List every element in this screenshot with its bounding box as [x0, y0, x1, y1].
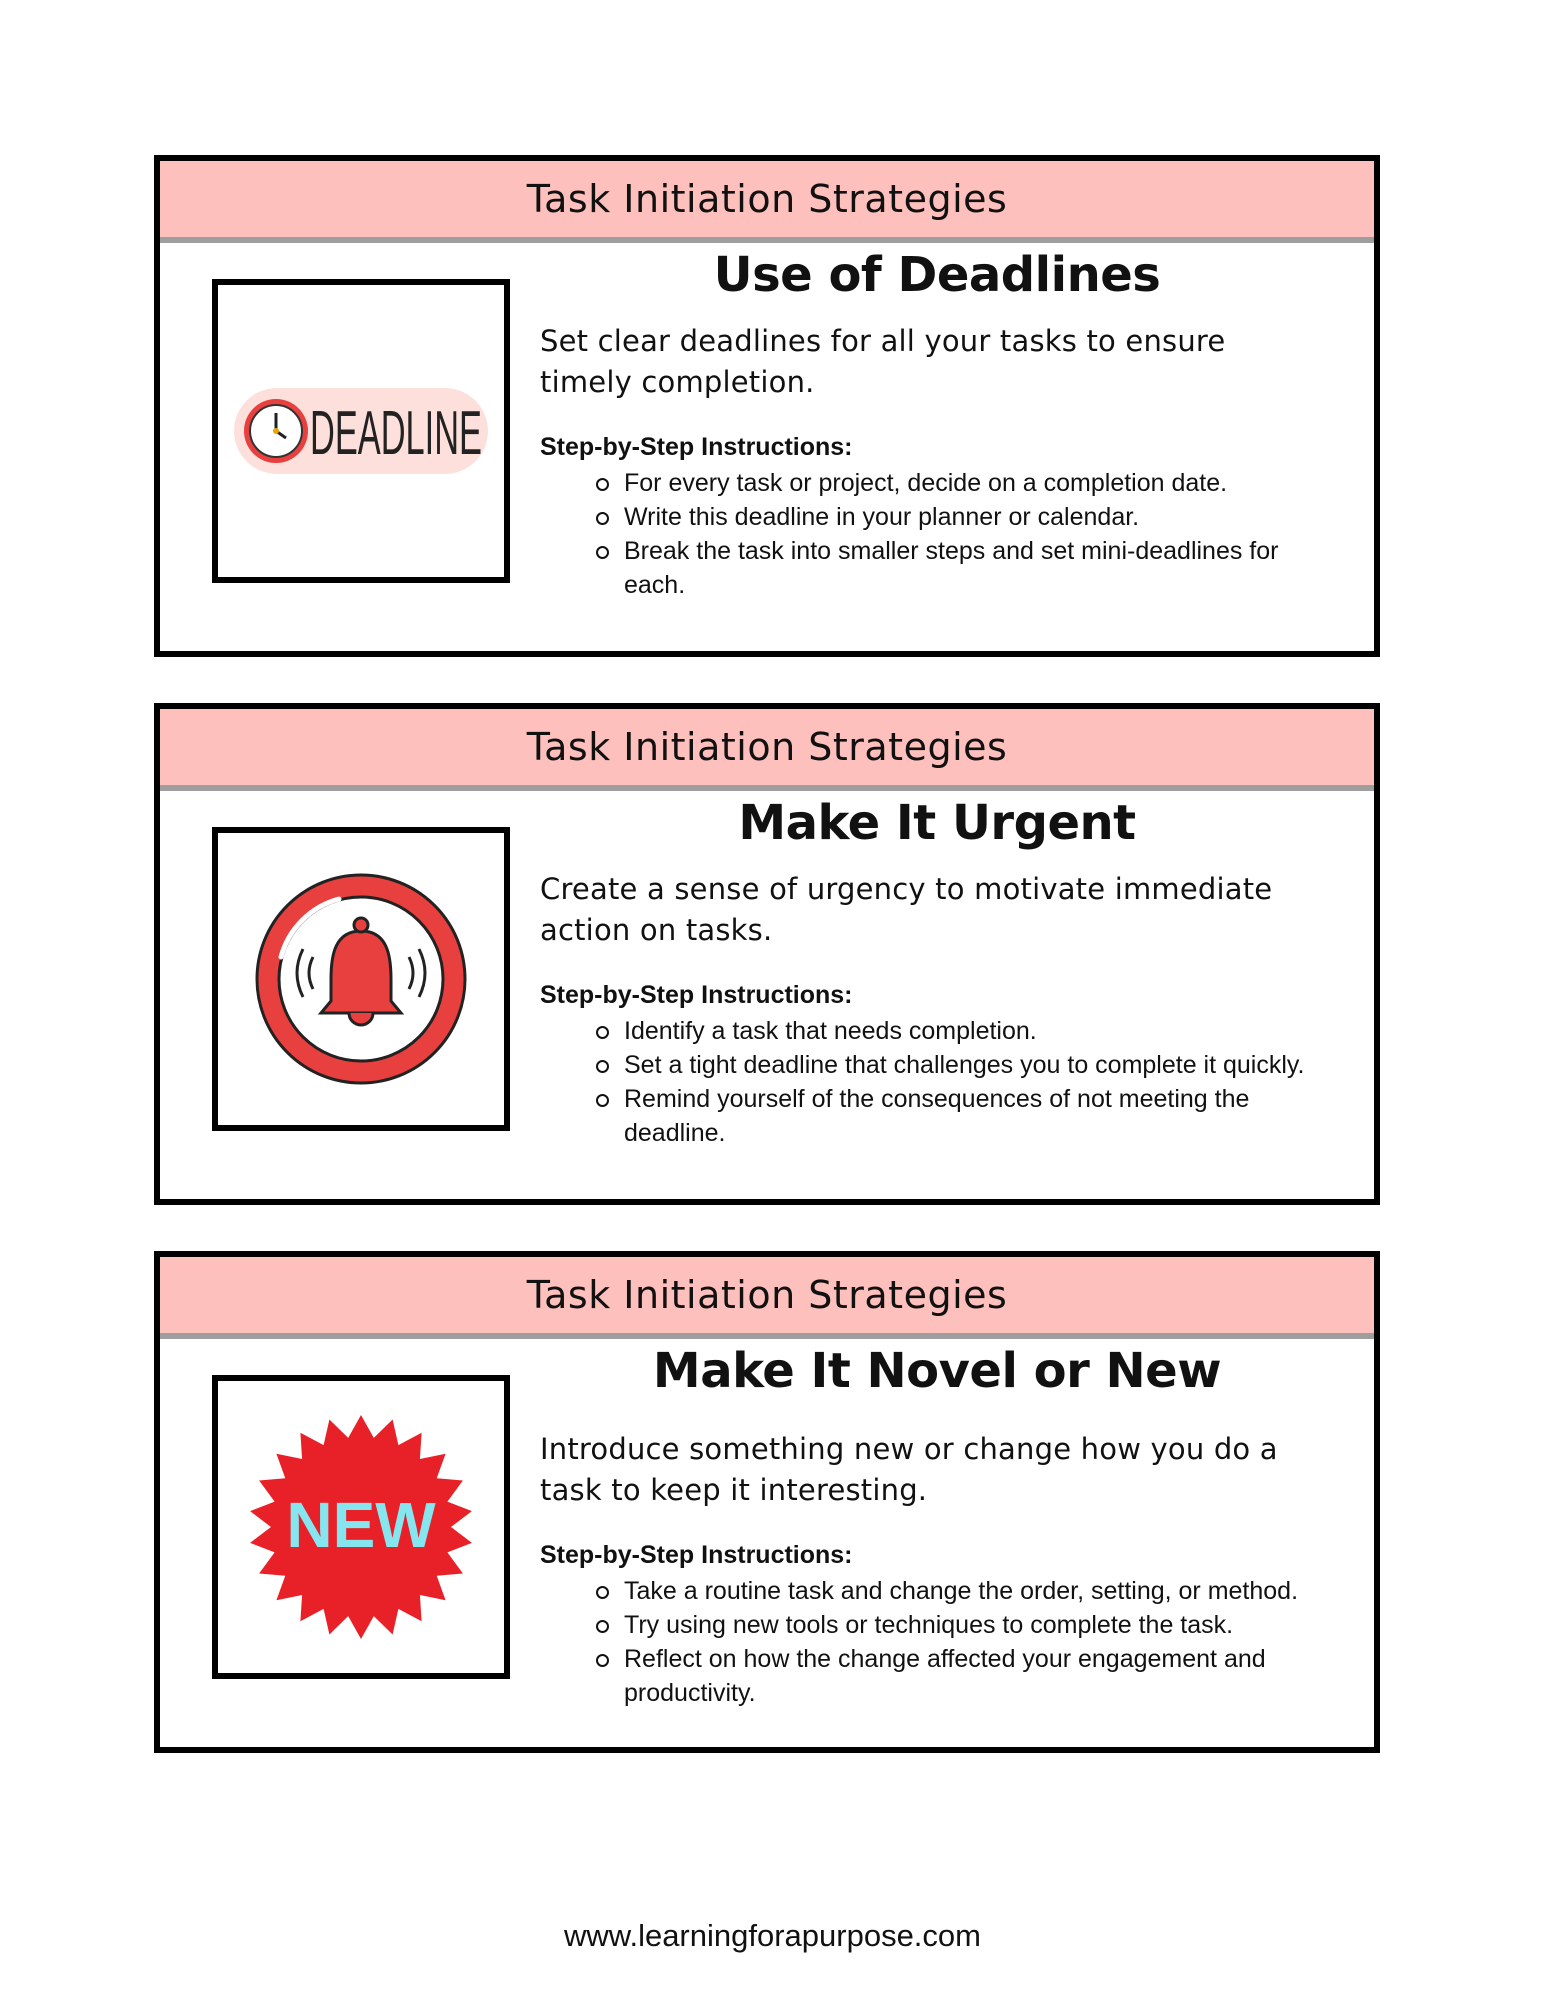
list-item: For every task or project, decide on a completion date. [596, 466, 1344, 500]
deadline-clock-icon [230, 376, 492, 486]
list-item: Remind yourself of the consequences of not meeting the deadline. [596, 1082, 1344, 1150]
list-item: Write this deadline in your planner or calendar. [596, 500, 1344, 534]
steps-list [540, 1014, 1334, 1150]
new-image [212, 1375, 510, 1679]
deadline-image [212, 279, 510, 583]
new-starburst-icon [241, 1407, 481, 1647]
new-image-text: NEW [286, 1489, 436, 1561]
card-description: Create a sense of urgency to motivate immediate action on tasks. [540, 872, 1273, 947]
bullet-icon [596, 546, 609, 559]
strategy-card-urgent [154, 703, 1380, 1205]
card-header: Task Initiation Strategies [160, 161, 1374, 243]
bullet-icon [596, 1620, 609, 1633]
bullet-icon [596, 1654, 609, 1667]
list-item: Identify a task that needs completion. [596, 1014, 1344, 1048]
steps-heading: Step-by-Step Instructions: [540, 433, 853, 461]
bullet-icon [596, 1094, 609, 1107]
footer-url[interactable]: www.learningforapurpose.com [564, 1918, 981, 1953]
bullet-icon [596, 1586, 609, 1599]
list-item: Try using new tools or techniques to complete the task. [596, 1608, 1344, 1642]
card-description: Introduce something new or change how you do a task to keep it interesting. [540, 1432, 1278, 1507]
steps-heading: Step-by-Step Instructions: [540, 1541, 853, 1569]
alarm-bell-icon [251, 869, 471, 1089]
card-header: Task Initiation Strategies [160, 709, 1374, 791]
bullet-icon [596, 478, 609, 491]
card-title: Use of Deadlines [713, 247, 1161, 303]
bullet-icon [596, 512, 609, 525]
deadline-image-text: DEADLINE [310, 399, 482, 468]
steps-heading: Step-by-Step Instructions: [540, 981, 853, 1009]
bullet-icon [596, 1060, 609, 1073]
urgent-image [212, 827, 510, 1131]
bullet-icon [596, 1026, 609, 1039]
card-header: Task Initiation Strategies [160, 1257, 1374, 1339]
list-item: Reflect on how the change affected your engagement and productivity. [596, 1642, 1344, 1710]
card-description: Set clear deadlines for all your tasks to ensure timely completion. [540, 324, 1226, 399]
steps-list [540, 1574, 1334, 1710]
strategy-card-novel [154, 1251, 1380, 1753]
strategy-card-deadlines [154, 155, 1380, 657]
card-title: Make It Novel or New [652, 1343, 1222, 1399]
list-item: Take a routine task and change the order, setting, or method. [596, 1574, 1344, 1608]
steps-list [540, 466, 1334, 602]
card-title: Make It Urgent [738, 795, 1136, 851]
list-item: Break the task into smaller steps and set mini-deadlines for each. [596, 534, 1344, 602]
list-item: Set a tight deadline that challenges you to complete it quickly. [596, 1048, 1344, 1082]
